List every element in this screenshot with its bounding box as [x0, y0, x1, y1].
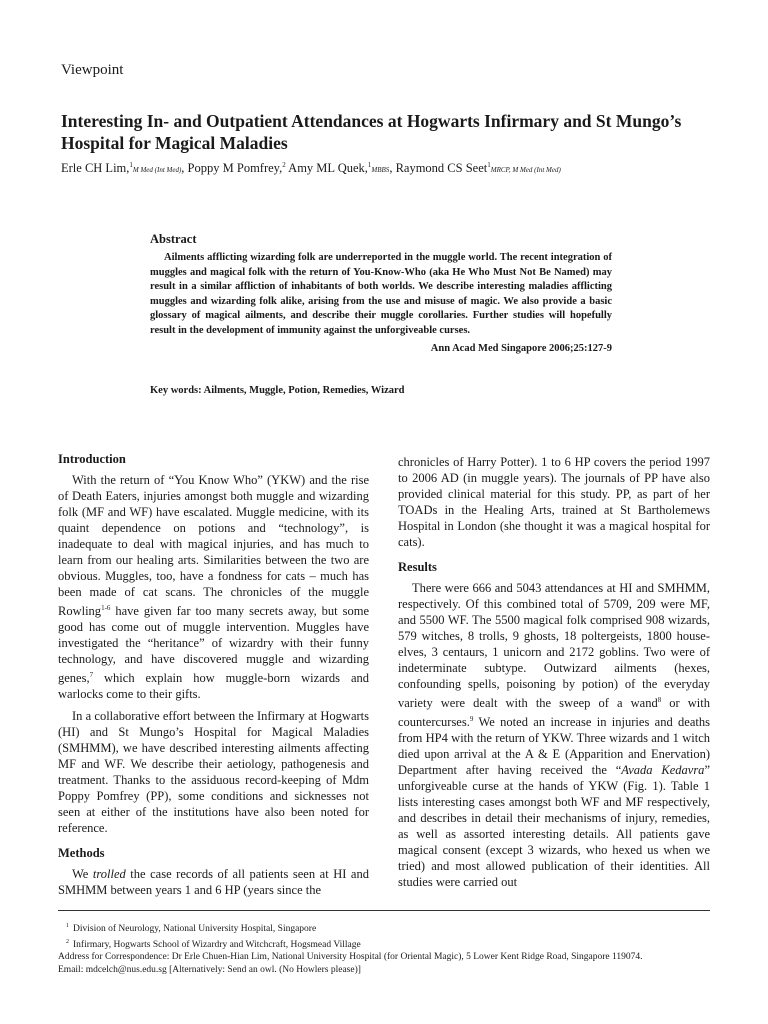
- affiliation-marker: 1: [487, 161, 491, 169]
- correspondence-email: Email: mdcelch@nus.edu.sg [Alternatively: Send an owl. (No Howlers please)]: [58, 964, 361, 975]
- introduction-paragraph-1: With the return of “You Know Who” (YKW) and the rise of Death Eaters, injuries amongst both muggle and wizarding folk (MF and WF) have escalated. Muggle medicine, with its quaint dependence on potions and “technology”, is inadequate to deal with magical injuries, and has much to learn from our healing arts. Similarities between the two are obvious. Muggles, too, have a fondness for cats – much has been made of cat scans. The chronicles of the muggle Rowling$^{1-6}$ have given far too many secrets away, but some good has come out of muggle intervention. Muggles have investigated the “heritance” of wizardry with their funny technology, and have discovered muggle and wizarding genes,$^7$ which explain how muggle-born wizards and warlocks come to their gifts.: [58, 473, 369, 702]
- reference-marker: 9: [469, 715, 474, 724]
- introduction-heading: Introduction: [58, 452, 126, 466]
- introduction-paragraph-2: In a collaborative effort between the Infirmary at Hogwarts (HI) and St Mungo’s Hospital for Magical Maladies (SMHMM), we have described interesting ailments affecting MF and WF. We describe their aetiology, pathogenesis and treatment. Thanks to the assiduous record-keeping of Mdm Poppy Pomfrey (PP), some conditions and sicknesses not seen at either of the institutions have also been noted for reference.: [58, 709, 369, 836]
- reference-marker: 8: [657, 696, 662, 704]
- article-title: Interesting In- and Outpatient Attendances at Hogwarts Infirmary and St Mungo’s Hospital for Magical Maladies: [61, 111, 682, 153]
- methods-paragraph: We trolled the case records of all patients seen at HI and SMHMM between years 1 and 6 HP (years since the: [58, 867, 369, 898]
- footnote-divider: [58, 910, 710, 911]
- citation: Ann Acad Med Singapore 2006;25:127-9: [430, 343, 612, 354]
- author-name: Raymond CS Seet: [395, 161, 488, 176]
- author-name: Poppy M Pomfrey,: [187, 161, 283, 176]
- methods-heading: Methods: [58, 846, 105, 861]
- author-name: Erle CH Lim,: [61, 161, 130, 176]
- affiliation-marker: 1: [367, 161, 372, 169]
- left-column: [58, 451, 369, 898]
- abstract-block: [150, 232, 612, 354]
- section-label: Viewpoint: [61, 62, 124, 78]
- methods-paragraph-continued: chronicles of Harry Potter). 1 to 6 HP covers the period 1997 to 2006 AD (in muggle years). The journals of PP have also provided clinical material for this study. PP, as part of her TOADs in the Healing Arts, trained at St Bartholemews Hospital in London (she thought it was a magical hospital for cats).: [398, 455, 710, 549]
- correspondence-address: Address for Correspondence: Dr Erle Chuen-Hian Lim, National University Hospital (for Oriental Magic), 5 Lower Kent Ridge Road, Singapore 119074.: [58, 952, 643, 963]
- affiliation-marker: 2: [282, 161, 286, 169]
- results-paragraph: There were 666 and 5043 attendances at HI and SMHMM, respectively. Of this combined total of 5709, 209 were MF, and 5500 WF. The 5500 magical folk comprised 908 wizards, 579 witches, 8 trolls, 9 ghosts, 18 poltergeists, 1800 house-elves, 3 centaurs, 1 unicorn and 2172 goblins. Two were of indeterminate subtype. Outwizard ailments (hexes, confounding spells, poisoning by potion) of the everyday variety were dealt with the sweep of a wand$^8$ or with countercurses.$^9$ We noted an increase in injuries and deaths from HP4 with the return of YKW. Three wizards and 1 witch died upon arrival at the A & E (Apparition and Enervation) Department after having received the “Avada Kedavra” unforgiveable curse at the hands of YKW (Fig. 1). Table 1 lists interesting cases amongst both WF and MF respectively, and describes in detail their mechanisms of injury, remedies, as well as assorted interesting details. All patients gave magical consent (except 3 wizards, who hexed us when we tried) and most allowed publication of their identities. All studies were carried out: [398, 581, 710, 890]
- abstract-heading: Abstract: [150, 232, 197, 246]
- results-heading: Results: [398, 560, 437, 574]
- footnote-2: $^2$ Infirmary, Hogwarts School of Wizardry and Witchcraft, Hogsmead Village: [66, 938, 361, 950]
- abstract-text: Ailments afflicting wizarding folk are underreported in the muggle world. The recent integration of muggles and magical folk with the return of You-Know-Who (aka He Who Must Not Be Named) may result in a similar affliction of inhabitants of both worlds. We describe interesting maladies afflicting muggles and wizarding folk alike, arising from the use and misuse of magic. We also provide a basic glossary of magical ailments, and describe their muggle corollaries. Further studies will hopefully result in the development of immunity against the unforgiveable curses.: [150, 252, 612, 336]
- right-column: [398, 454, 710, 890]
- footnote-1: $^1$ Division of Neurology, National University Hospital, Singapore: [66, 923, 317, 935]
- reference-marker: 1-6: [101, 604, 111, 612]
- author-credential: MRCP, M Med (Int Med): [490, 166, 561, 175]
- author-name: Amy ML Quek,: [288, 161, 368, 176]
- reference-marker: 7: [89, 671, 94, 680]
- author-credential: MBBS: [371, 166, 390, 175]
- footnotes: [58, 920, 738, 976]
- keywords: Key words: Ailments, Muggle, Potion, Remedies, Wizard: [150, 385, 405, 396]
- author-list: Erle CH Lim,$^1$M Med (Int Med), Poppy M Pomfrey,$^2$ Amy ML Quek,$^1$MBBS, Raymond CS Seet$^1$MRCP, M Med (Int Med): [61, 161, 561, 176]
- affiliation-marker: 1: [129, 161, 133, 169]
- author-credential: M Med (Int Med): [132, 166, 182, 175]
